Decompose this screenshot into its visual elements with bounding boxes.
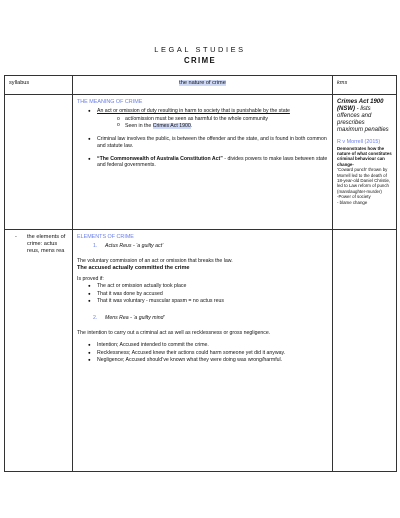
proof-2: ● That it was done by accused	[97, 291, 328, 298]
meaning-sublist	[77, 116, 328, 129]
kms-crimes-act	[337, 99, 392, 134]
kms-case-summary: Demonstrates how the nature of what constitutes criminal behaviour can change-	[337, 145, 392, 167]
table-row	[5, 230, 397, 472]
mens-rea-list	[77, 342, 328, 364]
kms-point-1: -Power of society	[337, 194, 371, 200]
actus-reus-heading	[77, 243, 328, 250]
kms-crimes-act-nsw: (NSW)	[337, 106, 355, 112]
table-row	[5, 95, 397, 230]
kms-crimes-act-name: Crimes Act 1900	[337, 99, 384, 105]
crimes-act-highlight: Crimes Act 1900	[152, 122, 191, 129]
meaning-title: THE MEANING OF CRIME	[77, 99, 143, 105]
mens-rea-label: Mens Rea - ‘a guilty mind’	[105, 314, 165, 321]
actus-reus-definition: The voluntary commission of an act or omission that breaks the law.	[77, 258, 233, 265]
kms-case-name: R v Morrell (2015)	[337, 139, 381, 145]
kms-header: kms	[333, 76, 397, 95]
proof-3: ● That it was voluntary - muscular spasm = no actus reus	[97, 298, 328, 305]
meaning-list-3	[77, 156, 328, 169]
kms-cell-1	[333, 95, 397, 230]
kms-point-2: - blame change	[337, 199, 368, 205]
mens-rea-recklessness: ● Recklessness; Accused knew their actions could harm someone yet did it anyway.	[97, 350, 328, 357]
actus-reus-summary: The accused actually committed the crime	[77, 264, 190, 271]
proved-if: Is proved if:	[77, 276, 104, 283]
meaning-list-2	[77, 136, 328, 149]
actus-reus-label: Actus Reus - ‘a guilty act’	[105, 242, 164, 249]
actus-reus-number: 1.	[93, 242, 98, 249]
elements-title: ELEMENTS OF CRIME	[77, 234, 134, 240]
meaning-list	[77, 108, 328, 115]
constitution-act-name: “The Commonwealth of Australia Constitution Act”	[97, 155, 223, 162]
table-header-row	[5, 76, 397, 95]
meaning-sub-2-pre: Seen in the	[125, 122, 153, 129]
meaning-sub-2	[125, 123, 328, 130]
meaning-definition: ● An act or omission of duty resulting in harm to society that is punishable by the state	[97, 108, 328, 115]
kms-crimes-act-desc: - lists offences and prescribes maximum penalties	[337, 106, 389, 133]
syllabus-header: syllabus	[5, 76, 73, 95]
syllabus-cell-2	[5, 230, 73, 472]
mens-rea-definition: The intention to carry out a criminal act as well as recklessness or gross negligence.	[77, 330, 271, 337]
elements-cell	[73, 230, 333, 472]
kms-case-detail: ‘Coward punch’ thrown by Morrell led to the death of 18-year-old Daniel Christie, led to Law reform of punch (manslaughter-murder)	[337, 167, 391, 194]
mens-rea-negligence: ● Negligence; Accused should’ve known what they were doing was wrong/harmful.	[97, 357, 328, 364]
meaning-sub-2-post: .	[190, 122, 193, 129]
notes-table	[4, 75, 397, 472]
subject-heading: LEGAL STUDIES	[154, 45, 246, 54]
proof-list	[77, 283, 328, 305]
syllabus-list	[5, 230, 72, 255]
nature-header	[73, 76, 333, 95]
mens-rea-heading	[77, 315, 328, 322]
proof-1: ● The act or omission actually took place	[97, 283, 328, 290]
kms-cell-2	[333, 230, 397, 472]
constitution-desc: - divides powers to make laws between state and federal governments.	[97, 155, 328, 169]
meaning-cell	[73, 95, 333, 230]
criminal-law-point: ● Criminal law involves the public, is between the offender and the state, and is found in both common and statute law.	[97, 136, 328, 149]
mens-rea-intention: ● Intention; Accused intended to commit the crime.	[97, 342, 328, 349]
mens-rea-number: 2.	[93, 314, 98, 321]
constitution-point	[97, 156, 328, 169]
meaning-sub-1: o act/omission must be seen as harmful to the whole community	[125, 116, 328, 123]
topic-heading: CRIME	[183, 56, 217, 65]
syllabus-cell-1	[5, 95, 73, 230]
nature-header-text: the nature of crime	[179, 80, 226, 86]
syllabus-elements: - the elements of crime: actus reus, mens rea	[9, 234, 70, 255]
